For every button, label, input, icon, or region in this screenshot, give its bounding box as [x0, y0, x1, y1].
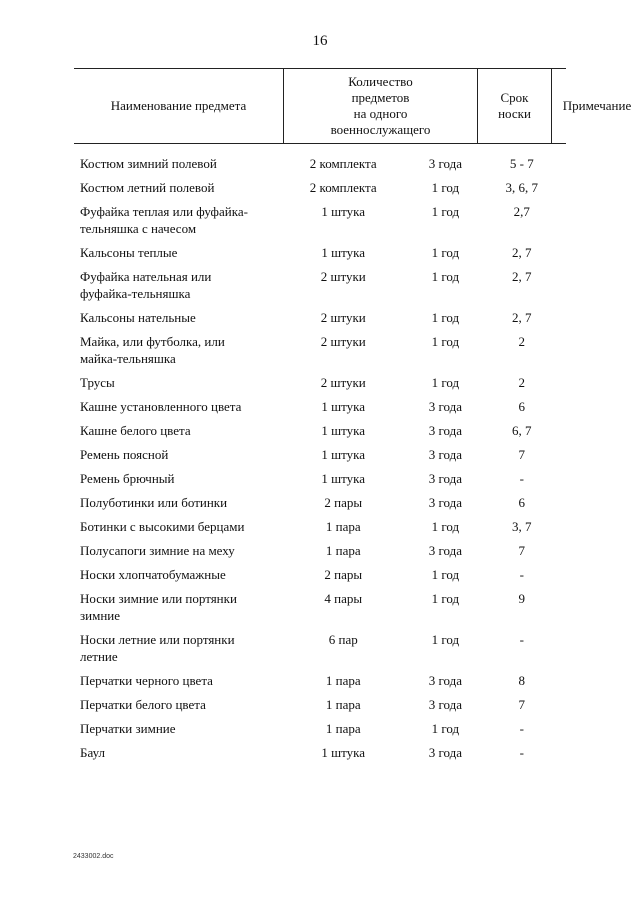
- table-row: [80, 244, 560, 261]
- item-name: Перчатки черного цвета: [80, 673, 213, 688]
- item-term: 1 год: [431, 519, 460, 534]
- item-note: 9: [518, 591, 526, 606]
- item-quantity: 2 пары: [324, 567, 363, 582]
- item-term: 1 год: [431, 334, 460, 349]
- item-quantity: 2 штуки: [320, 269, 366, 284]
- item-name: Кальсоны теплые: [80, 245, 178, 260]
- item-name: Костюм зимний полевой: [80, 156, 217, 171]
- item-name: Ремень поясной: [80, 447, 169, 462]
- item-quantity: 1 штука: [321, 204, 366, 219]
- item-note: 7: [518, 447, 526, 462]
- item-name: Кашне установленного цвета: [80, 399, 242, 414]
- item-term: 1 год: [431, 721, 460, 736]
- header-term-label: Срок носки: [498, 90, 531, 121]
- item-quantity: 2 комплекта: [309, 156, 377, 171]
- item-term: 3 года: [428, 495, 463, 510]
- item-note: -: [519, 471, 524, 486]
- item-term: 3 года: [428, 399, 463, 414]
- table-row: [80, 542, 560, 559]
- item-quantity: 2 штуки: [320, 310, 366, 325]
- item-quantity: 2 штуки: [320, 334, 366, 349]
- item-note: 2, 7: [512, 245, 532, 260]
- table-header: [74, 68, 632, 144]
- item-note: 2,7: [513, 204, 530, 219]
- item-quantity: 1 штука: [321, 745, 366, 760]
- item-term: 1 год: [431, 591, 460, 606]
- table-row: [80, 203, 560, 237]
- item-note: 6: [518, 399, 526, 414]
- table-row: [80, 422, 560, 439]
- header-name: [74, 69, 284, 143]
- table-row: [80, 179, 560, 196]
- item-name: Носки летние или портянки летние: [80, 632, 235, 664]
- table-row: [80, 744, 560, 761]
- table-row: [80, 631, 560, 665]
- item-note: 6, 7: [512, 423, 532, 438]
- table-row: [80, 590, 560, 624]
- item-term: 1 год: [431, 375, 460, 390]
- item-quantity: 2 пары: [324, 495, 363, 510]
- item-name: Полусапоги зимние на меху: [80, 543, 235, 558]
- table-row: [80, 398, 560, 415]
- header-term: [478, 69, 552, 143]
- item-note: -: [519, 721, 524, 736]
- item-note: 3, 6, 7: [505, 180, 539, 195]
- item-term: 3 года: [428, 745, 463, 760]
- item-note: -: [519, 745, 524, 760]
- item-name: Баул: [80, 745, 105, 760]
- table-row: [80, 268, 560, 302]
- item-name: Кальсоны нательные: [80, 310, 196, 325]
- item-note: 3, 7: [512, 519, 532, 534]
- page-number: 16: [312, 33, 328, 49]
- item-quantity: 4 пары: [324, 591, 363, 606]
- item-term: 3 года: [428, 673, 463, 688]
- item-name: Фуфайка нательная или фуфайка-тельняшка: [80, 269, 212, 301]
- table-row: [80, 374, 560, 391]
- header-quantity: [284, 69, 478, 143]
- item-name: Майка, или футболка, или майка-тельняшка: [80, 334, 225, 366]
- table-row: [80, 155, 560, 172]
- item-term: 3 года: [428, 423, 463, 438]
- item-term: 1 год: [431, 632, 460, 647]
- item-quantity: 1 пара: [325, 673, 361, 688]
- item-quantity: 2 комплекта: [309, 180, 377, 195]
- item-quantity: 1 штука: [321, 399, 366, 414]
- header-quantity-label: Количество предметов на одного военнослужащего: [330, 74, 431, 137]
- item-quantity: 1 пара: [325, 519, 361, 534]
- document-id: 2433002.doc: [73, 853, 114, 860]
- item-quantity: 1 штука: [321, 423, 366, 438]
- item-quantity: 1 штука: [321, 447, 366, 462]
- item-term: 3 года: [428, 471, 463, 486]
- item-term: 3 года: [428, 543, 463, 558]
- item-note: 2, 7: [512, 269, 532, 284]
- item-note: -: [519, 567, 524, 582]
- header-note-label: Примечание: [562, 98, 632, 113]
- item-term: 1 год: [431, 310, 460, 325]
- table-row: [80, 696, 560, 713]
- item-term: 3 года: [428, 156, 463, 171]
- item-quantity: 1 штука: [321, 471, 366, 486]
- item-name: Ремень брючный: [80, 471, 175, 486]
- item-note: 2: [518, 375, 526, 390]
- table-row: [80, 446, 560, 463]
- table-row: [80, 494, 560, 511]
- item-term: 1 год: [431, 269, 460, 284]
- table-row: [80, 470, 560, 487]
- item-quantity: 1 пара: [325, 543, 361, 558]
- item-quantity: 6 пар: [328, 632, 358, 647]
- item-term: 3 года: [428, 697, 463, 712]
- header-name-label: Наименование предмета: [110, 98, 247, 113]
- item-name: Костюм летний полевой: [80, 180, 215, 195]
- item-note: 5 - 7: [509, 156, 534, 171]
- item-quantity: 1 штука: [321, 245, 366, 260]
- header-note: [552, 69, 640, 143]
- item-note: 6: [518, 495, 526, 510]
- table-row: [80, 518, 560, 535]
- item-name: Ботинки с высокими берцами: [80, 519, 245, 534]
- table-row: [80, 566, 560, 583]
- item-note: 7: [518, 697, 526, 712]
- item-name: Фуфайка теплая или фуфайка- тельняшка с начесом: [80, 204, 248, 236]
- table-row: [80, 672, 560, 689]
- item-quantity: 2 штуки: [320, 375, 366, 390]
- item-name: Носки хлопчатобумажные: [80, 567, 226, 582]
- item-name: Полуботинки или ботинки: [80, 495, 228, 510]
- item-note: 2: [518, 334, 526, 349]
- item-term: 1 год: [431, 245, 460, 260]
- item-name: Перчатки белого цвета: [80, 697, 206, 712]
- table-row: [80, 720, 560, 737]
- item-term: 1 год: [431, 204, 460, 219]
- item-note: 8: [518, 673, 526, 688]
- item-term: 1 год: [431, 567, 460, 582]
- table-row: [80, 333, 560, 367]
- table-row: [80, 309, 560, 326]
- item-note: -: [519, 632, 524, 647]
- item-quantity: 1 пара: [325, 697, 361, 712]
- item-term: 3 года: [428, 447, 463, 462]
- item-note: 2, 7: [512, 310, 532, 325]
- item-name: Перчатки зимние: [80, 721, 176, 736]
- item-name: Кашне белого цвета: [80, 423, 191, 438]
- table-body: [80, 155, 560, 768]
- item-term: 1 год: [431, 180, 460, 195]
- item-name: Трусы: [80, 375, 115, 390]
- item-note: 7: [518, 543, 526, 558]
- item-name: Носки зимние или портянки зимние: [80, 591, 237, 623]
- item-quantity: 1 пара: [325, 721, 361, 736]
